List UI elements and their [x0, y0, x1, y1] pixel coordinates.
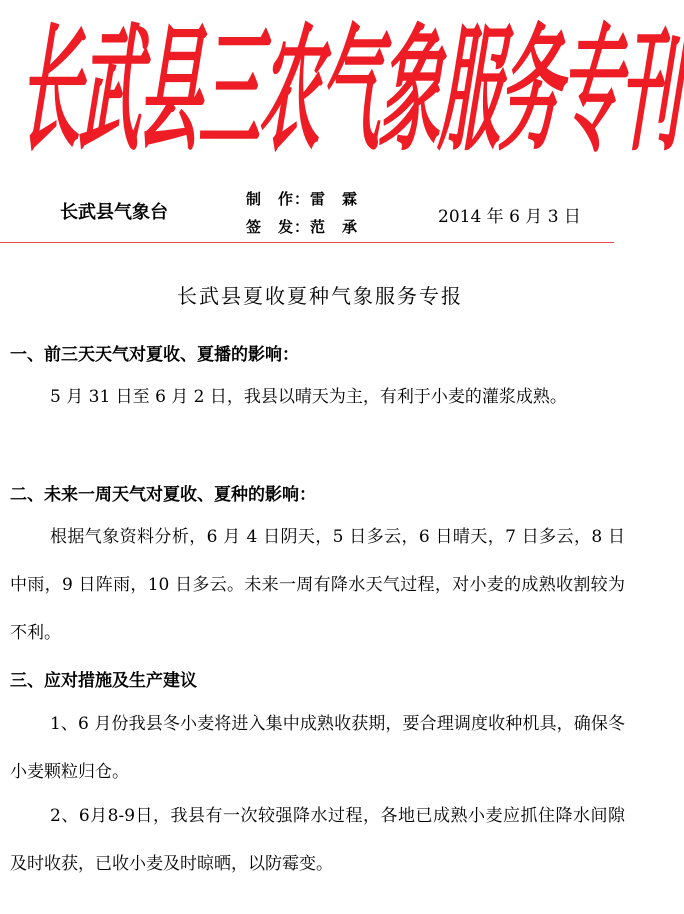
- masthead-char: 县: [136, 9, 204, 171]
- issuer-label: 签 发：: [246, 218, 311, 236]
- section-heading-1: 一、前三天天气对夏收、夏播的影响：: [10, 345, 299, 365]
- masthead-title: [16, 6, 684, 176]
- masthead-char: 气: [316, 9, 384, 171]
- masthead-char: 服: [436, 9, 505, 171]
- issuing-office: 长武县气象台: [60, 202, 168, 223]
- masthead-char: 专: [556, 9, 625, 171]
- masthead-char: 农: [256, 9, 324, 171]
- maker-label: 制 作：: [246, 190, 311, 208]
- issuer-line: [246, 216, 358, 237]
- masthead-char: 长: [16, 9, 84, 171]
- masthead-char: 务: [496, 9, 565, 171]
- section-body-1: 5 月 31 日至 6 月 2 日，我县以晴天为主，有利于小麦的灌浆成熟。: [50, 387, 567, 407]
- document-title: 长武县夏收夏种气象服务专报: [177, 284, 463, 308]
- maker-name: 雷 霖: [310, 190, 359, 208]
- issuer-name: 范 承: [310, 218, 359, 236]
- maker-line: [246, 188, 358, 209]
- section-body-2: 根据气象资料分析，6 月 4 日阴天，5 日多云，6 日晴天，7 日多云，8 日中雨，9 日阵雨，10 日多云。未来一周有降水天气过程，对小麦的成熟收割较为不利。: [10, 527, 625, 643]
- masthead-char: 武: [76, 9, 144, 171]
- header-divider: [0, 242, 614, 243]
- masthead-char: 三: [196, 9, 264, 171]
- section-item-2: 2、6月8-9日，我县有一次较强降水过程，各地已成熟小麦应抓住降水间隙及时收获，已收小麦及时晾晒，以防霉变。: [10, 806, 625, 874]
- section-heading-2: 二、未来一周天气对夏收、夏种的影响：: [10, 485, 316, 505]
- issue-date: 2014 年 6 月 3 日: [438, 207, 581, 227]
- section-item-1: 1、6 月份我县冬小麦将进入集中成熟收获期，要合理调度收种机具，确保冬小麦颗粒归仓。: [10, 714, 625, 782]
- masthead-char: 象: [376, 9, 444, 171]
- section-heading-3: 三、应对措施及生产建议: [10, 671, 197, 691]
- masthead-char: 刊: [616, 9, 684, 171]
